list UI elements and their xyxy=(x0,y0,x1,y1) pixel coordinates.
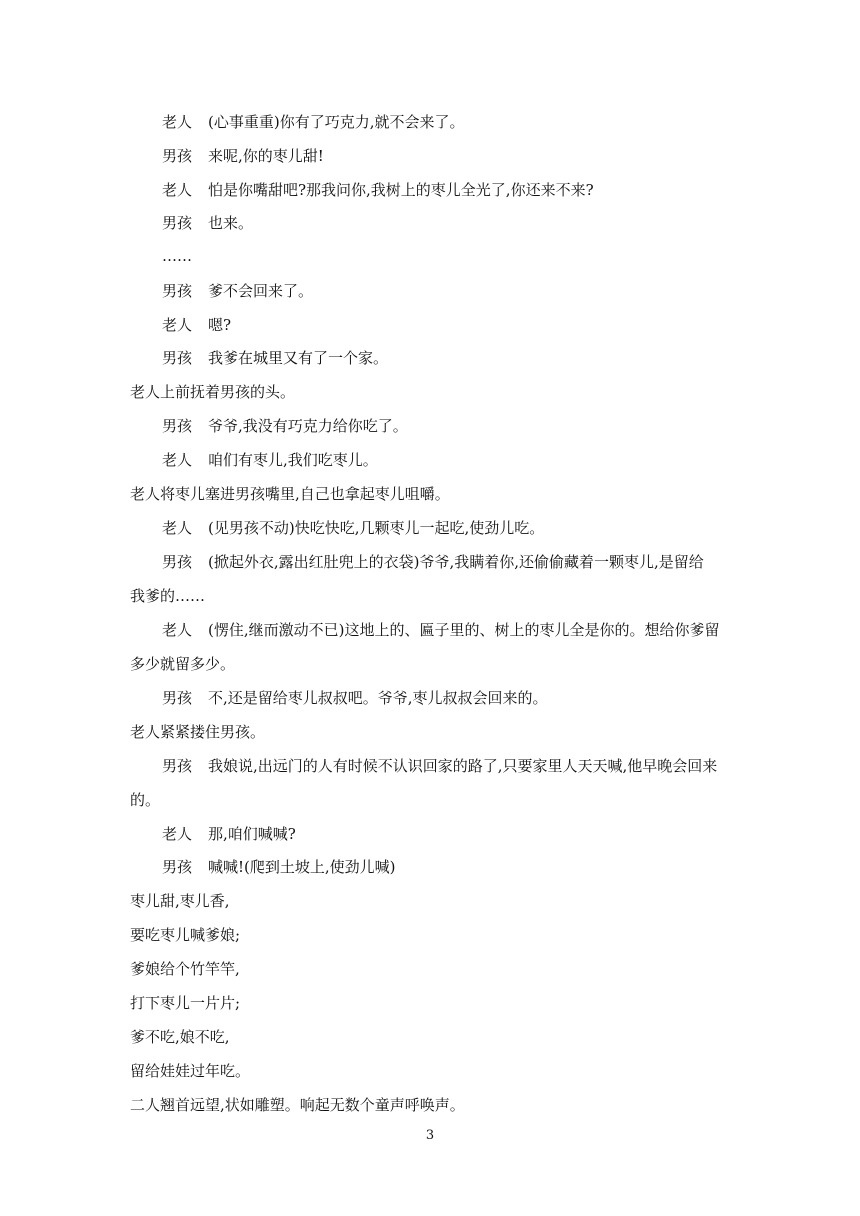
dialogue-text: 咱们有枣儿,我们吃枣儿。 xyxy=(208,451,378,469)
stage-direction xyxy=(130,484,450,504)
dialogue-line xyxy=(162,518,544,538)
speaker-label: 男孩 xyxy=(162,147,193,165)
song-line xyxy=(130,959,240,979)
dialogue-line xyxy=(162,824,296,844)
dialogue-text: 我爹在城里又有了一个家。 xyxy=(208,349,389,367)
dialogue-text: 那,咱们喊喊? xyxy=(208,825,296,843)
song-text: 留给娃娃过年吃。 xyxy=(130,1062,251,1080)
song-line xyxy=(130,925,240,945)
speaker-label: 男孩 xyxy=(162,214,193,232)
song-line xyxy=(130,891,230,911)
dialogue-continuation xyxy=(130,790,160,810)
dialogue-line xyxy=(162,213,253,233)
stage-direction-text: 老人上前抚着男孩的头。 xyxy=(130,383,296,401)
stage-direction xyxy=(130,1095,465,1115)
speaker-label: 老人 xyxy=(162,825,193,843)
speaker-label: 老人 xyxy=(162,316,193,334)
speaker-label: 老人 xyxy=(162,621,193,639)
dialogue-text: 来呢,你的枣儿甜! xyxy=(208,147,324,165)
dialogue-line xyxy=(162,857,396,877)
dialogue-text: (掀起外衣,露出红肚兜上的衣袋)爷爷,我瞒着你,还偷偷藏着一颗枣儿,是留给 xyxy=(208,553,704,571)
continuation-text: 多少就留多少。 xyxy=(130,655,236,673)
dialogue-line xyxy=(162,281,313,301)
speaker-label: 男孩 xyxy=(162,553,193,571)
dialogue-text: 爹不会回来了。 xyxy=(208,282,314,300)
dialogue-text: (愣住,继而激动不已)这地上的、匾子里的、树上的枣儿全是你的。想给你爹留 xyxy=(208,621,720,639)
speaker-label: 老人 xyxy=(162,181,193,199)
continuation-text: 的。 xyxy=(130,791,161,809)
ellipsis-text: …… xyxy=(162,247,192,265)
speaker-label: 老人 xyxy=(162,451,193,469)
dialogue-line xyxy=(162,552,704,572)
dialogue-line xyxy=(162,756,717,776)
stage-direction xyxy=(130,382,295,402)
dialogue-text: 我娘说,出远门的人有时候不认识回家的路了,只要家里人天天喊,他早晚会回来 xyxy=(208,757,718,775)
dialogue-continuation xyxy=(130,654,235,674)
song-line xyxy=(130,1027,230,1047)
song-text: 要吃枣儿喊爹娘; xyxy=(130,926,241,944)
stage-direction-text: 老人紧紧搂住男孩。 xyxy=(130,723,266,741)
speaker-label: 男孩 xyxy=(162,349,193,367)
dialogue-line xyxy=(162,450,378,470)
continuation-text: 我爹的…… xyxy=(130,587,206,605)
dialogue-line xyxy=(162,688,548,708)
dialogue-text: 嗯? xyxy=(208,316,232,334)
speaker-label: 男孩 xyxy=(162,689,193,707)
dialogue-text: (见男孩不动)快吃快吃,几颗枣儿一起吃,使劲儿吃。 xyxy=(208,519,545,537)
song-text: 爹不吃,娘不吃, xyxy=(130,1028,230,1046)
dialogue-text: 喊喊!(爬到土坡上,使劲儿喊) xyxy=(208,858,396,876)
dialogue-text: 怕是你嘴甜吧?那我问你,我树上的枣儿全光了,你还来不来? xyxy=(208,181,594,199)
dialogue-continuation xyxy=(130,586,205,606)
song-text: 枣儿甜,枣儿香, xyxy=(130,892,230,910)
speaker-label: 老人 xyxy=(162,519,193,537)
dialogue-text: 不,还是留给枣儿叔叔吧。爷爷,枣儿叔叔会回来的。 xyxy=(208,689,548,707)
song-text: 打下枣儿一片片; xyxy=(130,994,241,1012)
dialogue-text: (心事重重)你有了巧克力,就不会来了。 xyxy=(208,113,465,131)
speaker-label: 男孩 xyxy=(162,417,193,435)
song-line xyxy=(130,993,240,1013)
dialogue-line xyxy=(162,180,594,200)
dialogue-line xyxy=(162,416,408,436)
stage-direction xyxy=(130,722,265,742)
speaker-label: 男孩 xyxy=(162,858,193,876)
dialogue-line xyxy=(162,620,719,640)
dialogue-line xyxy=(162,146,324,166)
song-text: 爹娘给个竹竿竿, xyxy=(130,960,240,978)
dialogue-line xyxy=(162,315,231,335)
stage-direction-text: 二人翘首远望,状如雕塑。响起无数个童声呼唤声。 xyxy=(130,1096,465,1114)
dialogue-text: 爷爷,我没有巧克力给你吃了。 xyxy=(208,417,408,435)
stage-direction-text: 老人将枣儿塞进男孩嘴里,自己也拿起枣儿咀嚼。 xyxy=(130,485,450,503)
speaker-label: 男孩 xyxy=(162,757,193,775)
dialogue-line xyxy=(162,112,464,132)
speaker-label: 男孩 xyxy=(162,282,193,300)
dialogue-text: 也来。 xyxy=(208,214,254,232)
page-number: 3 xyxy=(425,1128,435,1143)
song-line xyxy=(130,1061,250,1081)
ellipsis-line xyxy=(162,246,192,266)
speaker-label: 老人 xyxy=(162,113,193,131)
dialogue-line xyxy=(162,348,388,368)
